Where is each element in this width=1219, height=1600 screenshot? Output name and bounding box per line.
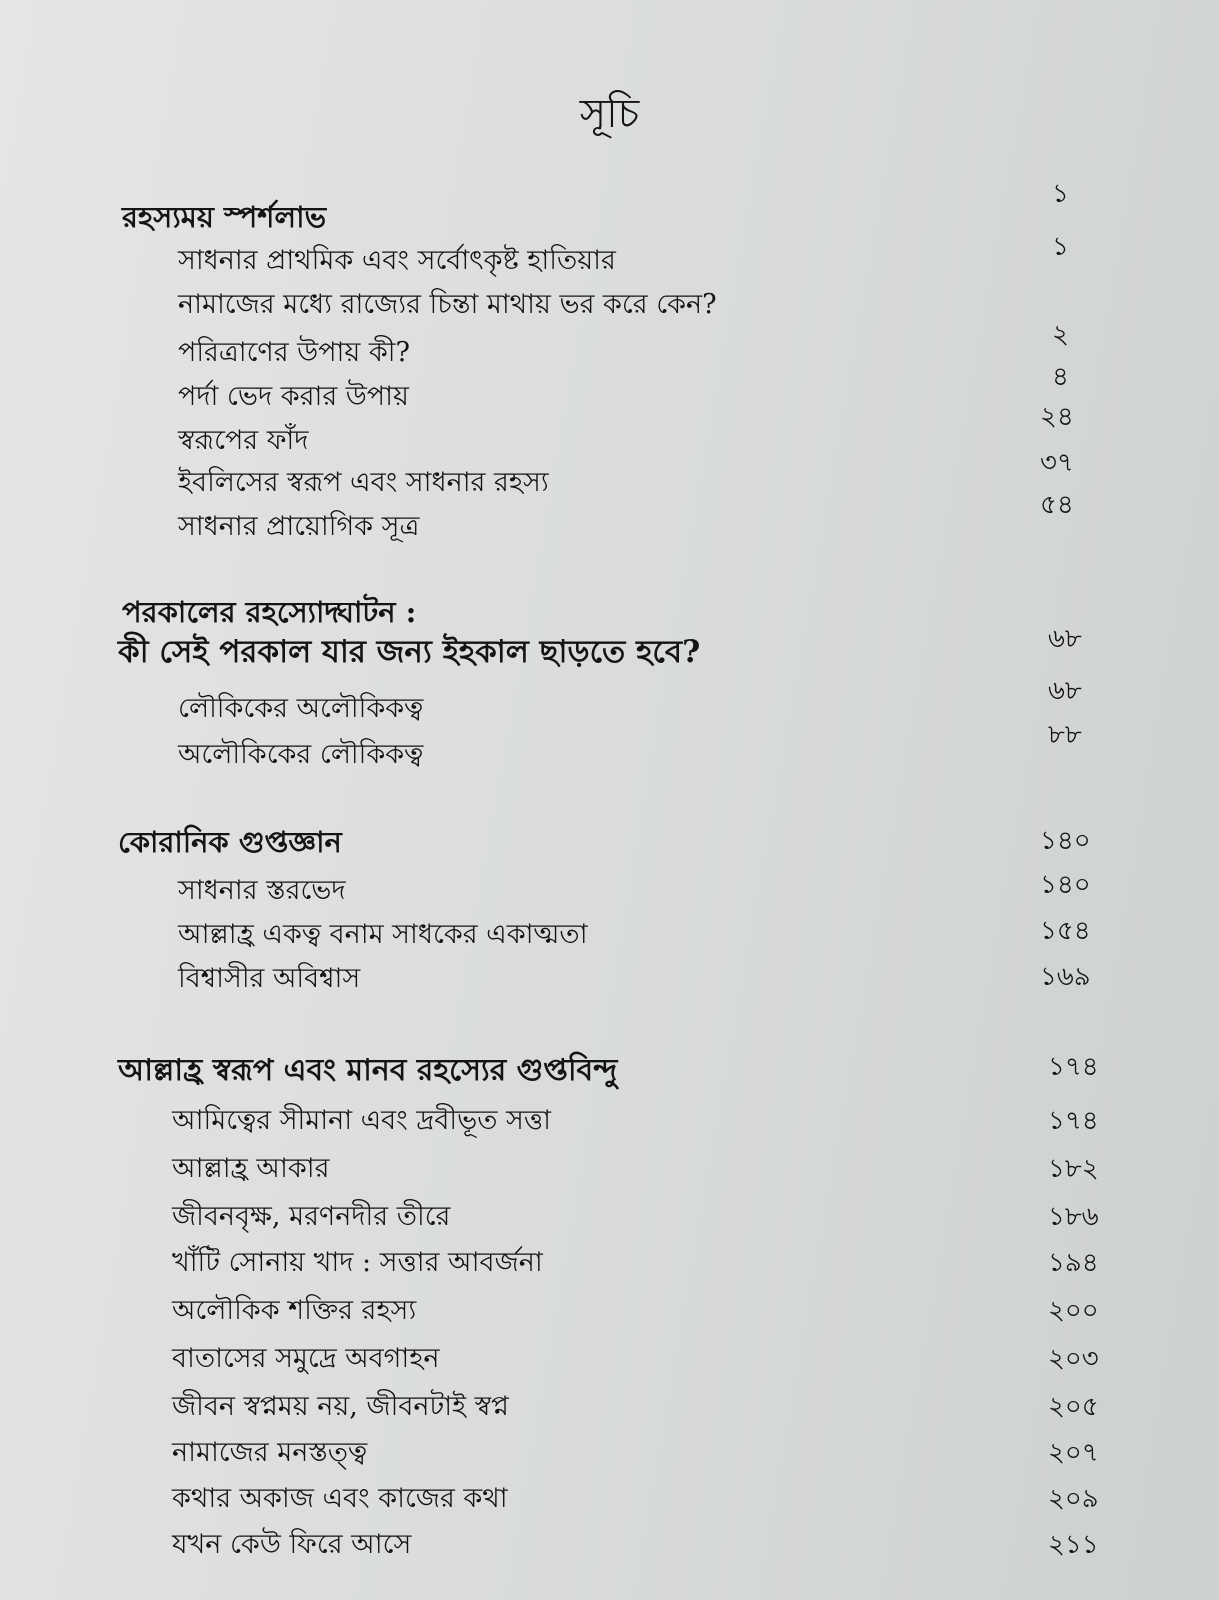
toc-label: পরিত্রাণের উপায় কী? bbox=[178, 337, 410, 368]
toc-label: আমিত্বের সীমানা এবং দ্রবীভূত সত্তা bbox=[172, 1105, 552, 1136]
toc-label: অলৌকিকের লৌকিকত্ব bbox=[178, 739, 424, 770]
toc-entry bbox=[0, 1290, 1219, 1336]
toc-page-number: ১৮৬ bbox=[1048, 1202, 1099, 1232]
toc-section bbox=[0, 820, 1219, 866]
toc-label: বিশ্বাসীর অবিশ্বাস bbox=[178, 963, 361, 994]
toc-page-number: ১৪০ bbox=[1040, 826, 1091, 856]
toc-page-number: ৮৮ bbox=[1048, 720, 1082, 750]
toc-entry bbox=[0, 402, 1219, 466]
toc-entry bbox=[0, 676, 1219, 734]
toc-label: লৌকিকের অলৌকিকত্ব bbox=[178, 693, 424, 724]
toc-page-number: ২৪ bbox=[1040, 402, 1074, 432]
toc-label: অলৌকিক শক্তির রহস্য bbox=[172, 1295, 417, 1326]
toc-page-number: ১৭৪ bbox=[1048, 1052, 1099, 1082]
toc-label: সাধনার প্রাথমিক এবং সর্বোৎকৃষ্ট হাতিয়ার bbox=[178, 245, 616, 276]
toc-label: যখন কেউ ফিরে আসে bbox=[172, 1529, 412, 1560]
toc-page-number: ১৬৯ bbox=[1040, 962, 1091, 992]
toc-entry bbox=[0, 1242, 1219, 1288]
toc-page-number: ২০৩ bbox=[1048, 1344, 1099, 1374]
toc-page-number: ১ bbox=[1052, 179, 1069, 209]
toc-entry bbox=[0, 720, 1219, 780]
toc-label: জীবন স্বপ্নময় নয়, জীবনটাই স্বপ্ন bbox=[172, 1391, 509, 1422]
toc-section bbox=[0, 179, 1219, 241]
toc-page-number: ২০০ bbox=[1048, 1296, 1099, 1326]
toc-entry bbox=[0, 448, 1219, 508]
toc-entry bbox=[0, 1338, 1219, 1384]
toc-entry bbox=[0, 1148, 1219, 1194]
toc-label: ইবলিসের স্বরূপ এবং সাধনার রহস্য bbox=[178, 467, 549, 498]
toc-page-number: ৬৮ bbox=[1048, 676, 1082, 706]
toc-section bbox=[0, 624, 1219, 674]
toc-page-number: ১৮২ bbox=[1048, 1154, 1099, 1184]
toc-page-number: ৬৮ bbox=[1048, 624, 1082, 654]
toc-label: আল্লাহ্র একত্ব বনাম সাধকের একাত্মতা bbox=[178, 919, 588, 950]
toc-label: বাতাসের সমুদ্রে অবগাহন bbox=[172, 1343, 440, 1374]
toc-page-number: ৪ bbox=[1052, 362, 1069, 392]
toc-entry bbox=[0, 914, 1219, 960]
toc-page-number: ২০৫ bbox=[1048, 1392, 1099, 1422]
toc-entry bbox=[0, 1100, 1219, 1146]
toc-label: পর্দা ভেদ করার উপায় bbox=[178, 381, 409, 412]
toc-label: সাধনার প্রায়োগিক সূত্র bbox=[178, 511, 420, 542]
toc-page-number: ২০৯ bbox=[1048, 1484, 1099, 1514]
toc-label: নামাজের মধ্যে রাজ্যের চিন্তা মাথায় ভর করে কেন? bbox=[178, 289, 717, 320]
toc-page-number: ১৪০ bbox=[1040, 870, 1091, 900]
toc-entry bbox=[0, 362, 1219, 422]
toc-section bbox=[0, 1046, 1219, 1092]
toc-label: পরকালের রহস্যোদ্ঘাটন : bbox=[122, 595, 417, 629]
toc-entry bbox=[0, 232, 1219, 286]
page-title: সূচি bbox=[579, 91, 640, 137]
toc-page-number: ২০৭ bbox=[1048, 1438, 1099, 1468]
toc-label: খাঁটি সোনায় খাদ : সত্তার আবর্জনা bbox=[172, 1247, 543, 1278]
toc-page-number: ৩৭ bbox=[1040, 448, 1074, 478]
toc-entry bbox=[0, 490, 1219, 552]
toc-page-number: ১৭৪ bbox=[1048, 1106, 1099, 1136]
toc-entry bbox=[0, 320, 1219, 378]
toc-label: কোরানিক গুপ্তজ্ঞান bbox=[118, 825, 342, 859]
toc-page-number: ২১১ bbox=[1048, 1530, 1099, 1560]
toc-page-number: ১ bbox=[1052, 232, 1069, 262]
toc-page-number: ২ bbox=[1052, 320, 1069, 350]
toc-entry bbox=[0, 958, 1219, 1004]
toc-label: কী সেই পরকাল যার জন্য ইহকাল ছাড়তে হবে? bbox=[118, 634, 701, 670]
toc-entry bbox=[0, 1524, 1219, 1570]
toc-label: সাধনার স্তরভেদ bbox=[178, 875, 346, 906]
toc-label: আল্লাহ্র আকার bbox=[172, 1153, 330, 1184]
toc-label: কথার অকাজ এবং কাজের কথা bbox=[172, 1483, 508, 1514]
toc-label: স্বরূপের ফাঁদ bbox=[178, 425, 309, 456]
toc-label: রহস্যময় স্পর্শলাভ bbox=[122, 200, 327, 234]
toc-entry bbox=[0, 1432, 1219, 1478]
toc-entry bbox=[0, 870, 1219, 916]
toc-entry bbox=[0, 1478, 1219, 1524]
toc-entry bbox=[0, 1386, 1219, 1432]
toc-entry bbox=[0, 1196, 1219, 1242]
toc-page-number: ১৫৪ bbox=[1040, 916, 1091, 946]
toc-page-number: ৫৪ bbox=[1040, 490, 1074, 520]
toc-entry bbox=[0, 284, 1219, 330]
toc-label: নামাজের মনস্তত্ত্ব bbox=[172, 1437, 368, 1468]
toc-label: আল্লাহ্র স্বরূপ এবং মানব রহস্যের গুপ্তবিন্দু bbox=[118, 1053, 618, 1088]
toc-page-number: ১৯৪ bbox=[1048, 1248, 1099, 1278]
toc-label: জীবনবৃক্ষ, মরণনদীর তীরে bbox=[172, 1201, 451, 1232]
